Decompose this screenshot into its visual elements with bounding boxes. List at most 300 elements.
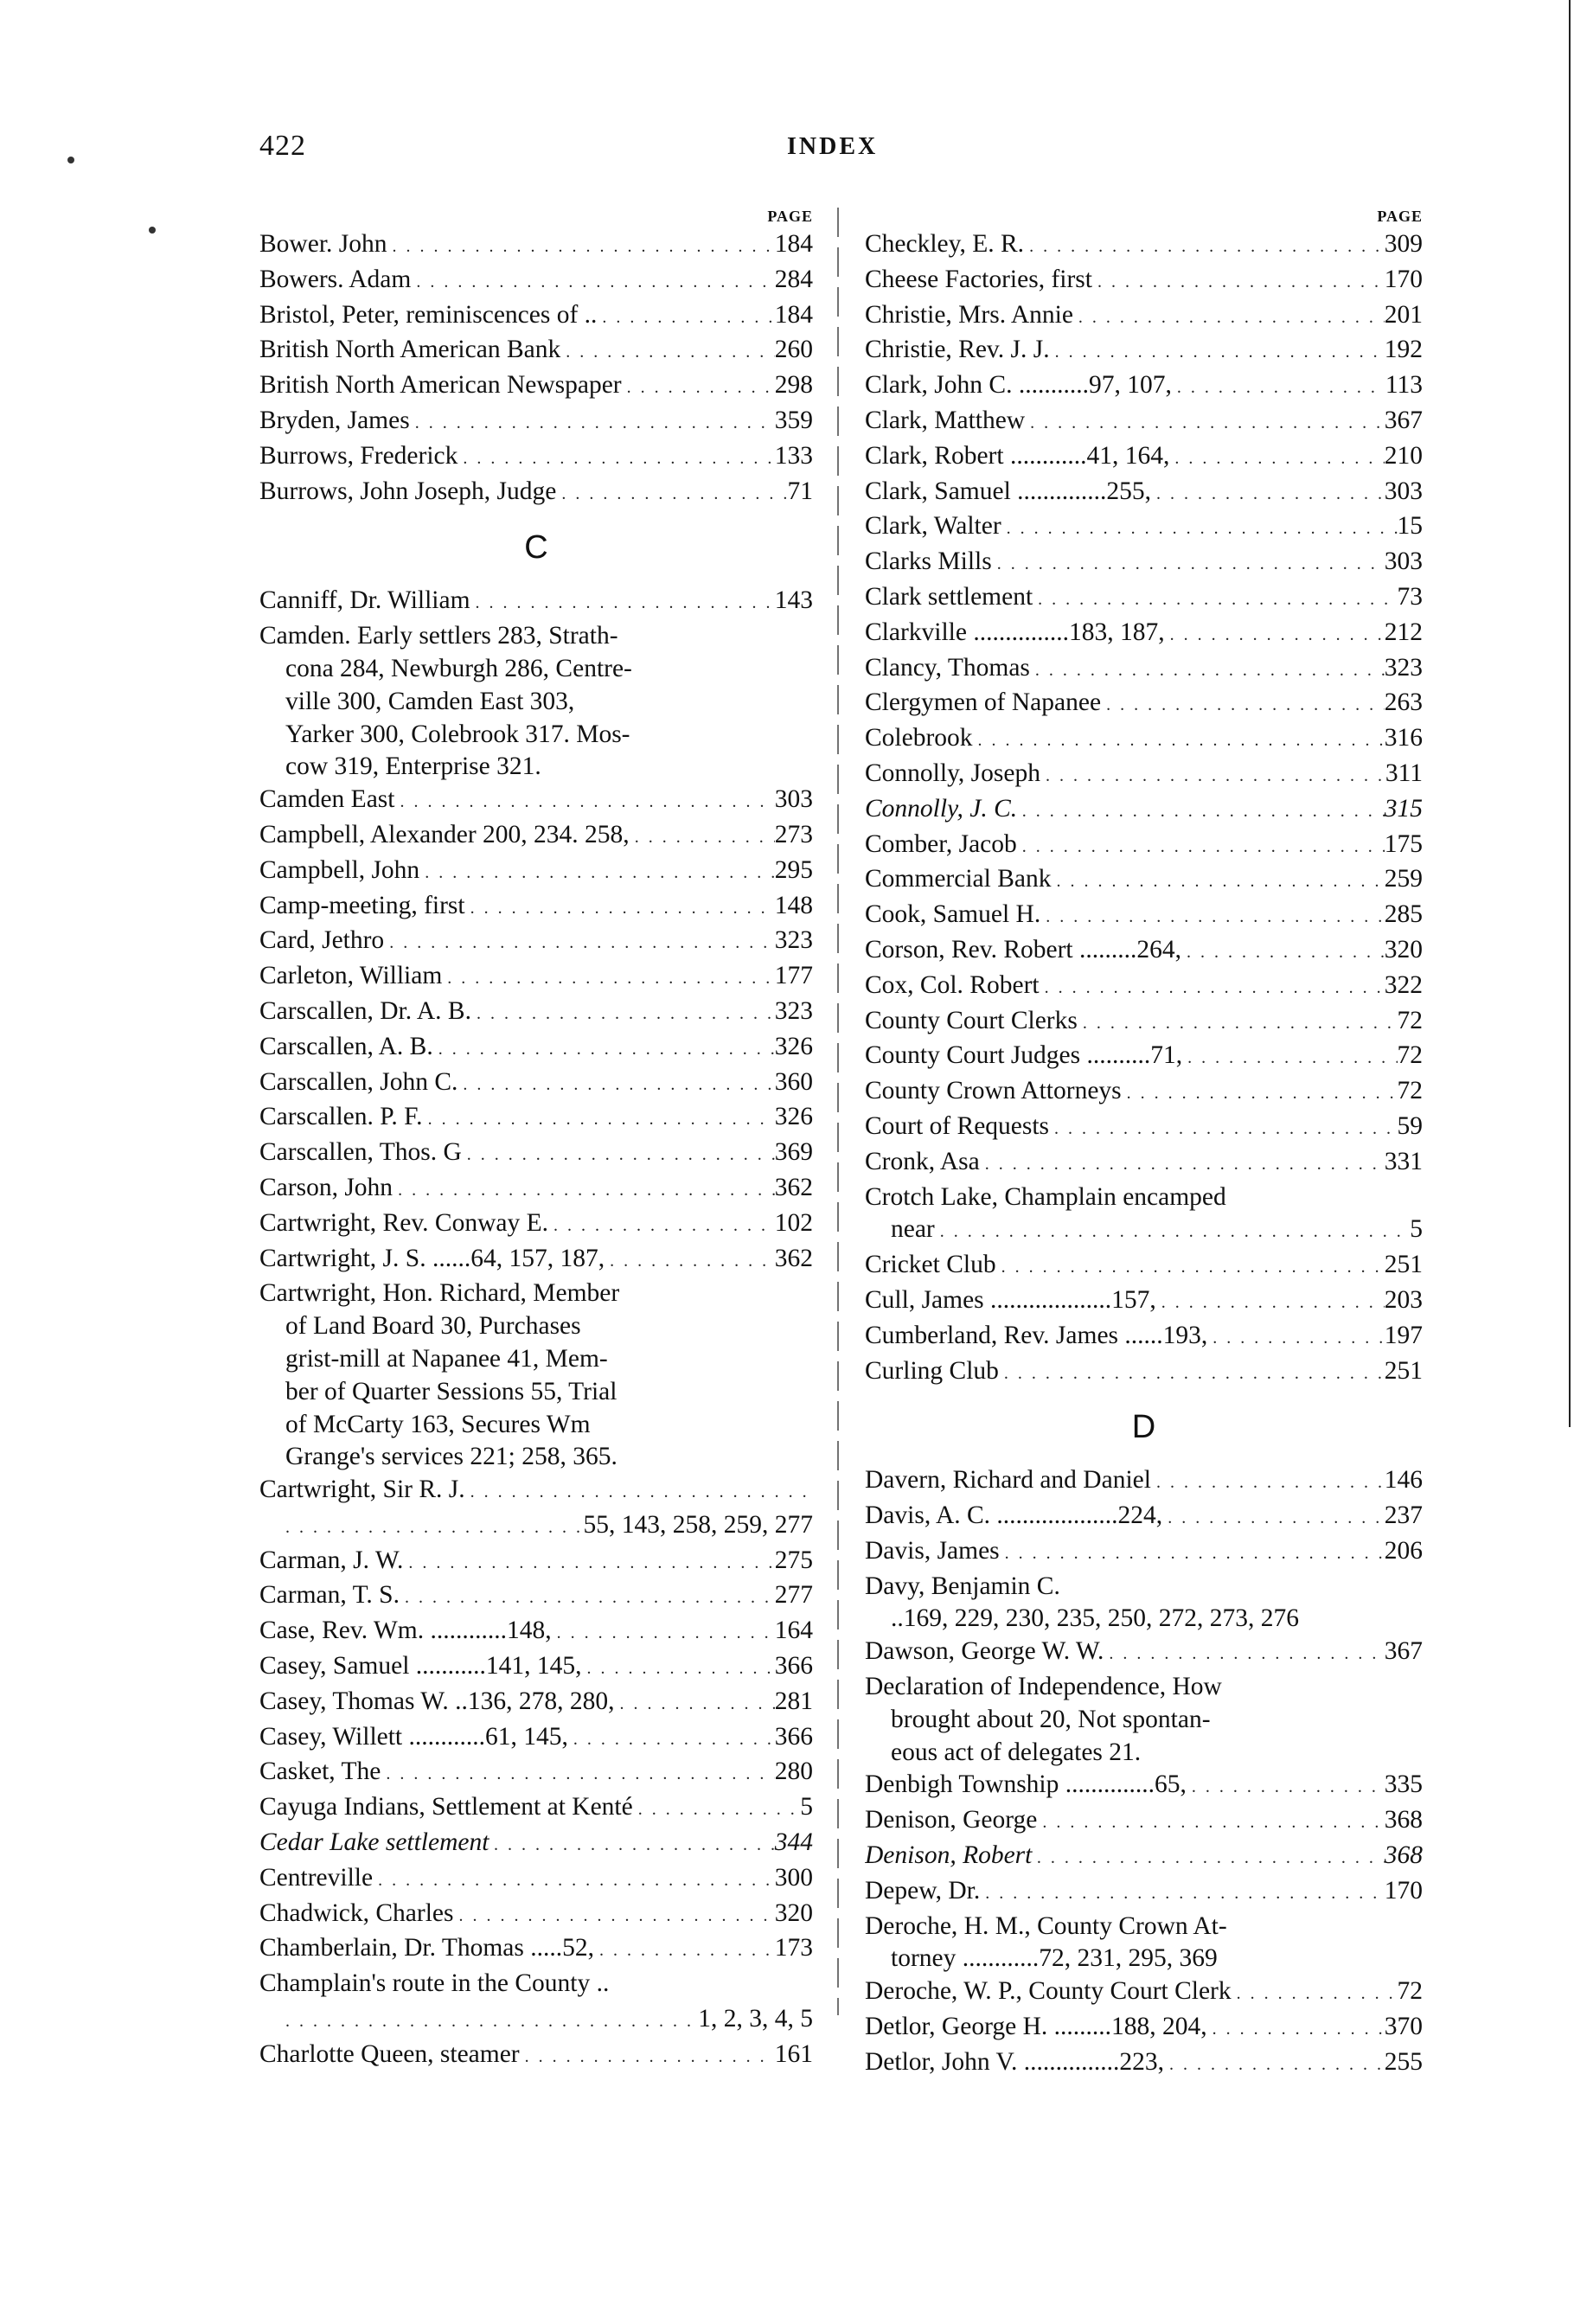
scan-edge-mark [1565,0,1574,1427]
entry-name: Connolly, Joseph [865,759,1040,787]
dot-leader [999,1358,1385,1391]
dot-leader [465,893,775,925]
dot-leader [605,1245,775,1278]
entry-pages: 344 [774,1828,813,1857]
dot-leader [387,231,775,264]
index-entry [259,819,813,855]
entry-name: Cox, Col. Robert [865,970,1040,999]
entry-pages: 113 [1385,371,1423,400]
entry-pages: 102 [774,1208,813,1237]
entry-name: Cumberland, Rev. James ......193, [865,1321,1208,1349]
entry-name: Burrows, John Joseph, Judge [259,477,557,505]
dot-leader [615,1688,775,1721]
index-entry [259,1243,813,1278]
entry-pages: 323 [774,996,813,1025]
index-entry [259,228,813,264]
entry-pages: 281 [774,1687,813,1715]
entry-name: Card, Jethro [259,926,385,955]
index-entry-deroche-hm: Deroche, H. M., County Crown At- torney ............72, 231, 295, 369 [865,1911,1227,1973]
entry-pages: 259 [1384,865,1423,893]
dot-leader [457,443,774,476]
entry-name: Connolly, J. C. [865,794,1018,823]
dot-leader [471,998,775,1031]
entry-name: Cartwright, Rev. Conway E. [259,1208,549,1237]
entry-name: Denison, Robert [865,1841,1033,1870]
entry-name: Cricket Club [865,1251,996,1279]
entry-name: Casket, The [259,1757,381,1786]
index-entry [259,1172,813,1207]
entry-pages: 263 [1384,688,1423,717]
left-column [259,208,813,2074]
section-letter-c: C [524,529,548,567]
dot-leader [622,372,775,405]
entry-pages: 303 [1384,547,1423,576]
section-letter-d: D [1131,1409,1156,1446]
entry-name: Camden East [259,785,395,814]
entry-name: Checkley, E. R. [865,230,1025,258]
dot-leader [1181,937,1385,970]
dot-leader [489,1829,774,1862]
index-entry [865,510,1423,546]
dot-leader [992,548,1385,581]
entry-name: Carson, John [259,1173,394,1201]
entry-name: Cook, Samuel H. [865,900,1041,929]
entry-pages: 277 [774,1581,813,1610]
index-entry [259,1650,813,1686]
entry-pages: 146 [1384,1466,1423,1495]
index-entry [865,1875,1423,1911]
dot-leader [1092,266,1385,299]
dot-leader [1078,1008,1398,1040]
entry-name: Christie, Rev. J. J. [865,336,1050,364]
index-entry [865,299,1423,335]
entry-name: Camp-meeting, first [259,891,465,919]
entry-name: Cedar Lake settlement [259,1828,489,1857]
index-entry [865,2046,1423,2082]
entry-name: Detlor, John V. ...............223, [865,2047,1165,2076]
entry-pages: 323 [774,926,813,955]
index-entry [865,546,1423,581]
entry-pages: 320 [774,1898,813,1927]
index-entry [865,1769,1423,1804]
index-entry [259,1579,813,1615]
entry-name: Carscallen, Thos. G [259,1138,462,1167]
index-entry [865,1284,1423,1320]
entry-name: Cartwright, J. S. ......64, 157, 187, [259,1244,605,1272]
entry-name: Corson, Rev. Robert .........264, [865,935,1181,964]
index-entry [865,1464,1423,1500]
index-entry [865,793,1423,829]
index-entry: Charlotte Queen, steamer . . . 161 [259,2039,813,2074]
index-entry [259,1827,813,1862]
entry-name: Clark, Samuel ..............255, [865,477,1152,505]
dot-leader [1165,619,1385,652]
dot-leader [1024,231,1385,264]
entry-pages: 284 [774,265,813,293]
index-entry [865,1975,1423,2011]
entry-name: Deroche, W. P., County Court Clerk [865,1977,1232,2006]
entry-pages: 164 [774,1617,813,1645]
entry-name: Court of Requests [865,1111,1050,1140]
entry-name: British North American Newspaper [259,371,622,400]
entry-pages: 260 [774,336,813,364]
entries-deroche-to-detlor [865,1975,1423,2081]
entry-name: Denison, George [865,1806,1038,1834]
index-entry [865,1075,1423,1111]
dot-leader [457,1069,774,1102]
dot-leader [597,302,774,335]
entry-name: Clergymen of Napanee [865,688,1102,717]
entry-name: British North American Bank [259,336,561,364]
index-entry [259,1207,813,1243]
entry-pages: 366 [774,1722,813,1751]
index-entry: Champlain's route in the County .. [259,1969,610,1998]
index-entry [865,1111,1423,1146]
index-entry [865,369,1423,405]
entry-pages: 303 [774,785,813,814]
index-entry [259,334,813,369]
entry-pages: 184 [774,300,813,329]
entries-checkley-to-cronk [865,228,1423,1181]
index-entry-continuation: near . . . 5 [865,1213,1423,1249]
entry-name: Carman, T. S. [259,1581,400,1610]
entry-name: Depew, Dr. [865,1876,981,1905]
dot-leader [1030,655,1385,688]
entry-name: Clark settlement [865,582,1033,611]
index-entry [865,1146,1423,1181]
entry-pages: 5 [800,1793,813,1821]
index-entry [865,758,1423,793]
entry-pages: 72 [1397,1077,1423,1105]
entry-pages: 320 [1384,935,1423,964]
entry-pages: 315 [1384,794,1423,823]
entries-b [259,228,813,510]
entries-davern-to-davis [865,1464,1423,1570]
dot-leader [1040,972,1385,1005]
index-entry [259,1898,813,1933]
index-entry-crotch-lake: Crotch Lake, Champlain encamped [865,1182,1226,1211]
entry-pages: 237 [1384,1501,1423,1530]
entry-pages: 197 [1384,1321,1423,1349]
page-number: 422 [259,130,306,162]
dot-leader [996,1252,1385,1284]
entry-name: Commercial Bank [865,865,1052,893]
dot-leader [1156,1287,1385,1320]
index-entry: Cartwright, Sir R. J. . . . [259,1474,813,1509]
entry-name: Davis, James [865,1536,1000,1565]
entry-pages: 311 [1385,759,1423,787]
entry-name: Comber, Jacob [865,829,1017,858]
dot-leader [1187,1771,1385,1804]
index-entry [259,264,813,299]
index-entry-continuation: . . . 1, 2, 3, 4, 5 [259,2003,813,2039]
index-entry [259,890,813,925]
entry-pages: 298 [774,371,813,400]
dot-leader [1037,1807,1384,1840]
entry-name: Chamberlain, Dr. Thomas .....52, [259,1934,595,1962]
scan-speck [149,227,156,234]
entry-name: Carscallen, John C. [259,1067,458,1096]
entry-pages: 368 [1384,1841,1423,1870]
index-entry-continuation: ..169, 229, 230, 235, 250, 272, 273, 276 [891,1604,1299,1633]
dot-leader [1051,866,1384,899]
index-entry [259,440,813,476]
dot-leader [1151,478,1385,511]
entry-name: Cheese Factories, first [865,265,1092,293]
entry-pages: 251 [1384,1251,1423,1279]
dot-leader [556,478,787,511]
index-entry [865,1500,1423,1535]
index-entry [865,2011,1423,2046]
dot-leader [1000,1538,1385,1571]
dot-leader [980,1149,1385,1181]
entry-name: Centreville [259,1863,374,1892]
index-entry [865,863,1423,899]
entry-name: Carscallen. P. F. [259,1103,423,1131]
index-entry [259,1686,813,1721]
index-entry [865,1535,1423,1571]
index-entry [865,934,1423,970]
entry-name: County Court Judges ..........71, [865,1041,1183,1070]
entry-pages: 15 [1397,512,1423,541]
entry-pages: 303 [1384,477,1423,505]
dot-leader [423,1104,775,1136]
entry-pages: 280 [774,1757,813,1786]
dot-leader [442,963,774,996]
entry-name: Cronk, Asa [865,1147,980,1175]
dot-leader [433,1034,775,1066]
index-entry [259,1545,813,1580]
index-entry-declaration: Declaration of Independence, How brought about 20, Not spontan- eous act of delegates 21. [865,1673,1222,1766]
dot-leader [1232,1978,1398,2011]
dot-leader [400,1582,775,1615]
entry-pages: 73 [1397,582,1423,611]
index-entry [865,652,1423,688]
index-entry [865,1040,1423,1075]
dot-leader [410,407,775,440]
entry-name: Clark, John C. ...........97, 107, [865,371,1172,400]
entry-name: Bristol, Peter, reminiscences of .. [259,300,598,329]
index-entry [865,228,1423,264]
index-entry [259,369,813,405]
index-entry [865,476,1423,511]
dot-leader [1151,1467,1385,1500]
entry-pages: 71 [787,477,813,505]
index-entry [865,899,1423,934]
column-divider [837,208,839,2015]
entry-pages: 326 [774,1032,813,1060]
dot-leader [384,927,775,960]
entry-pages: 133 [774,441,813,470]
entry-pages: 322 [1384,970,1423,999]
entries-camden-to-cartwright [259,784,813,1277]
dot-leader [1032,1842,1384,1875]
entry-pages: 192 [1384,336,1423,364]
dot-leader [548,1210,775,1243]
entry-pages: 331 [1384,1147,1423,1175]
dot-leader [1050,336,1385,369]
dot-leader [403,1547,774,1580]
entry-name: Cayuga Indians, Settlement at Kenté [259,1793,633,1821]
index-entry [865,334,1423,369]
entry-pages: 273 [774,820,813,848]
index-entry [259,1615,813,1650]
entry-name: Casey, Thomas W. ..136, 278, 280, [259,1687,615,1715]
entry-pages: 170 [1384,1876,1423,1905]
entry-name: Detlor, George H. .........188, 204, [865,2013,1207,2041]
index-entry-camden: Camden. Early settlers 283, Strath- cona 284, Newburgh 286, Centre- ville 300, Camden East 303, Yarker 300, Colebrook 317. Mos- cow 319, Enterprise 321. [259,622,632,781]
index-entry [259,784,813,819]
entry-pages: 203 [1384,1285,1423,1314]
entry-pages: 148 [774,891,813,919]
index-entry: Canniff, Dr. William . . . 143 [259,585,813,620]
entry-name: Burrows, Frederick [259,441,458,470]
dot-leader [568,1724,775,1757]
entry-pages: 367 [1384,406,1423,434]
entry-name: Casey, Willett ............61, 145, [259,1722,568,1751]
index-entry-cartwright-richard: Cartwright, Hon. Richard, Member of Land Board 30, Purchases grist-mill at Napanee 41, Mem- ber of Quarter Sessions 55, Trial of McCarty 163, Secures Wm Grange's services 221; 258, 365. [259,1279,620,1471]
entries-denbigh-to-depew [865,1769,1423,1910]
index-entry [259,1791,813,1827]
index-entry [259,855,813,890]
entry-name: County Crown Attorneys [865,1077,1122,1105]
entry-pages: 275 [774,1546,813,1574]
entry-pages: 210 [1384,441,1423,470]
index-entry [865,970,1423,1005]
index-entry [259,1756,813,1791]
entry-pages: 170 [1384,265,1423,293]
entry-name: Denbigh Township ..............65, [865,1770,1187,1799]
dot-leader [560,336,775,369]
index-entry [259,960,813,996]
entry-name: Bryden, James [259,406,410,434]
entry-name: Cull, James ...................157, [865,1285,1156,1314]
entry-name: Carleton, William [259,962,443,990]
entry-pages: 366 [774,1652,813,1681]
entry-name: Clark, Robert ............41, 164, [865,441,1170,470]
scan-speck [67,157,74,163]
page-column-heading: PAGE [1377,208,1423,225]
index-entry [865,687,1423,722]
entry-name: Christie, Mrs. Annie [865,300,1073,329]
entry-pages: 59 [1397,1111,1423,1140]
entry-pages: 295 [774,855,813,884]
entry-pages: 72 [1397,1041,1423,1070]
index-entry [865,1840,1423,1875]
index-entry [259,299,813,335]
dot-leader [1017,831,1385,864]
dot-leader [373,1865,775,1898]
index-entry [259,1932,813,1968]
entry-pages: 184 [774,230,813,258]
dot-leader [1101,689,1385,722]
dot-leader [594,1935,775,1968]
entry-pages: 175 [1384,829,1423,858]
index-entry [865,405,1423,440]
entry-pages: 212 [1384,618,1423,646]
entry-pages: 362 [774,1173,813,1201]
index-entry [259,1136,813,1172]
page-column-heading: PAGE [767,208,813,225]
entry-pages: 201 [1384,300,1423,329]
entry-name: County Court Clerks [865,1006,1078,1034]
entry-pages: 206 [1384,1536,1423,1565]
dot-leader [1073,302,1385,335]
entry-pages: 359 [774,406,813,434]
dot-leader [1207,2013,1385,2046]
dot-leader [1033,584,1397,617]
index-entry [259,996,813,1031]
entry-name: Davis, A. C. ...................224, [865,1501,1163,1530]
index-entry [259,1721,813,1757]
entry-name: Colebrook [865,724,973,752]
index-entry [865,617,1423,652]
entry-pages: 323 [1384,653,1423,682]
dot-leader [973,725,1385,758]
index-entry: Dawson, George W. W. . . . 367 [865,1636,1423,1671]
index-entry [259,925,813,960]
dot-leader [462,1139,775,1172]
entry-pages: 370 [1384,2013,1423,2041]
entry-pages: 309 [1384,230,1423,258]
running-title: INDEX [787,133,879,160]
index-entry [259,1862,813,1898]
entry-pages: 255 [1384,2047,1423,2076]
dot-leader [1049,1113,1397,1146]
dot-leader [1040,901,1385,934]
entries-cricket-to-curling [865,1249,1423,1390]
dot-leader [393,1175,775,1207]
dot-leader [1169,443,1384,476]
entry-name: Clancy, Thomas [865,653,1030,682]
index-entry [865,1320,1423,1355]
dot-leader [980,1878,1384,1911]
dot-leader [381,1758,774,1791]
dot-leader [1162,1502,1385,1535]
dot-leader [552,1617,775,1650]
index-entry [865,1249,1423,1284]
entry-pages: 173 [774,1934,813,1962]
dot-leader [411,266,774,299]
entry-pages: 300 [774,1863,813,1892]
index-entry-continuation: . . . 55, 143, 258, 259, 277 [259,1509,813,1545]
index-entry [865,829,1423,864]
dot-leader [1017,796,1385,829]
index-entry [259,476,813,511]
dot-leader [1001,513,1398,546]
entry-name: Curling Club [865,1356,999,1385]
entry-pages: 316 [1384,724,1423,752]
dot-leader [1040,760,1385,793]
entry-name: Clark, Matthew [865,406,1026,434]
index-entry [259,1031,813,1066]
right-column [865,208,1423,2082]
dot-leader [633,1794,801,1827]
index-entry: Davy, Benjamin C. [865,1572,1060,1600]
dot-leader [1122,1078,1398,1111]
dot-leader [453,1900,774,1933]
entry-name: Bowers. Adam [259,265,412,293]
index-entry [259,1101,813,1136]
index-entry [865,1804,1423,1840]
dot-leader [394,786,774,819]
dot-leader [1025,407,1385,440]
entry-pages: 369 [774,1138,813,1167]
index-entry [865,440,1423,476]
entry-name: Campbell, Alexander 200, 234. 258, [259,820,630,848]
index-entry [259,405,813,440]
entry-pages: 72 [1397,1006,1423,1034]
